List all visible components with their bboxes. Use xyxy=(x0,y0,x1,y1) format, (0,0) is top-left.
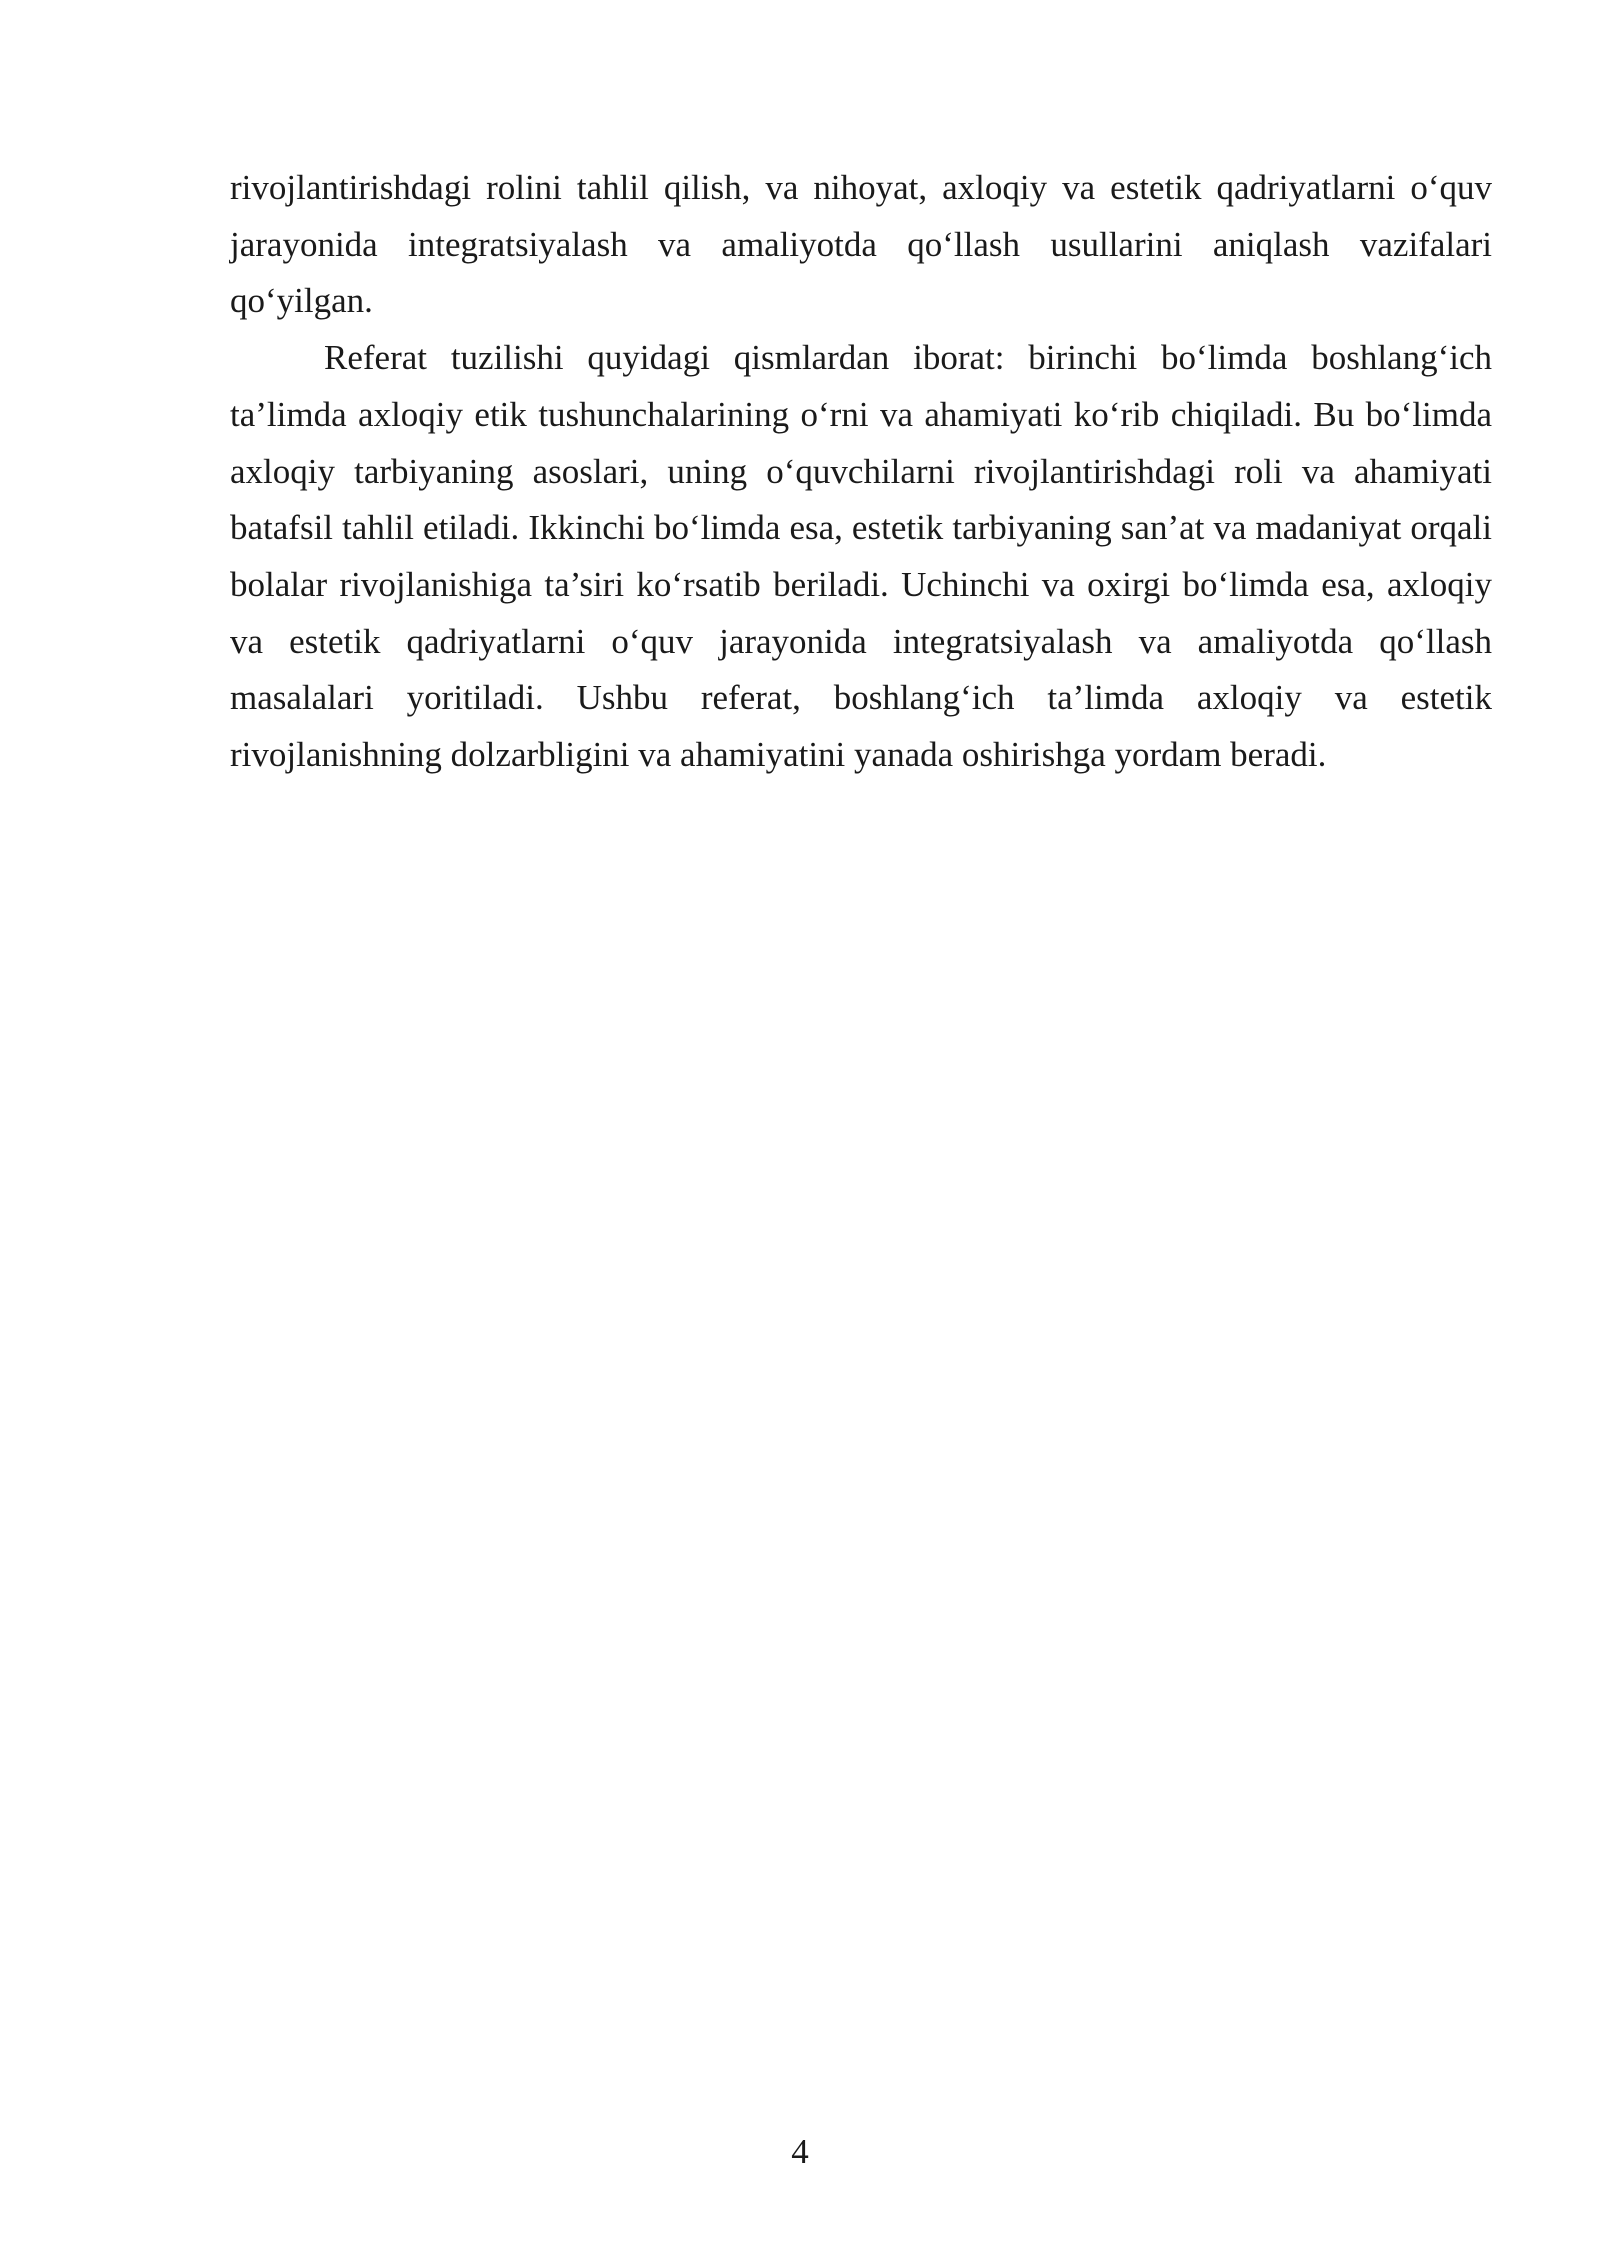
page-number: 4 xyxy=(791,2132,809,2171)
paragraph-continuation: rivojlantirishdagi rolini tahlil qilish, va nihoyat, axloqiy va estetik qadriyatlarni o‘quv jarayonida integratsiyalash va amaliyotda qo‘llash usullarini aniqlash vazifalari qo‘yilgan. xyxy=(230,168,1492,321)
paragraph-structure: Referat tuzilishi quyidagi qismlardan iborat: birinchi bo‘limda boshlang‘ich ta’limda axloqiy etik tushunchalarining o‘rni va ahamiyati ko‘rib chiqiladi. Bu bo‘limda axloqiy tarbiyaning asoslari, uning o‘quvchilarni rivojlantirishdagi roli va ahamiyati batafsil tahlil etiladi. Ikkinchi bo‘limda esa, estetik tarbiyaning san’at va madaniyat orqali bolalar rivojlanishiga ta’siri ko‘rsatib beriladi. Uchinchi va oxirgi bo‘limda esa, axloqiy va estetik qadriyatlarni o‘quv jarayonida integratsiyalash va amaliyotda qo‘llash masalalari yoritiladi. Ushbu referat, boshlang‘ich ta’limda axloqiy va estetik rivojlanishning dolzarbligini va ahamiyatini yanada oshirishga yordam beradi. xyxy=(230,338,1492,775)
body-text xyxy=(230,160,1492,784)
